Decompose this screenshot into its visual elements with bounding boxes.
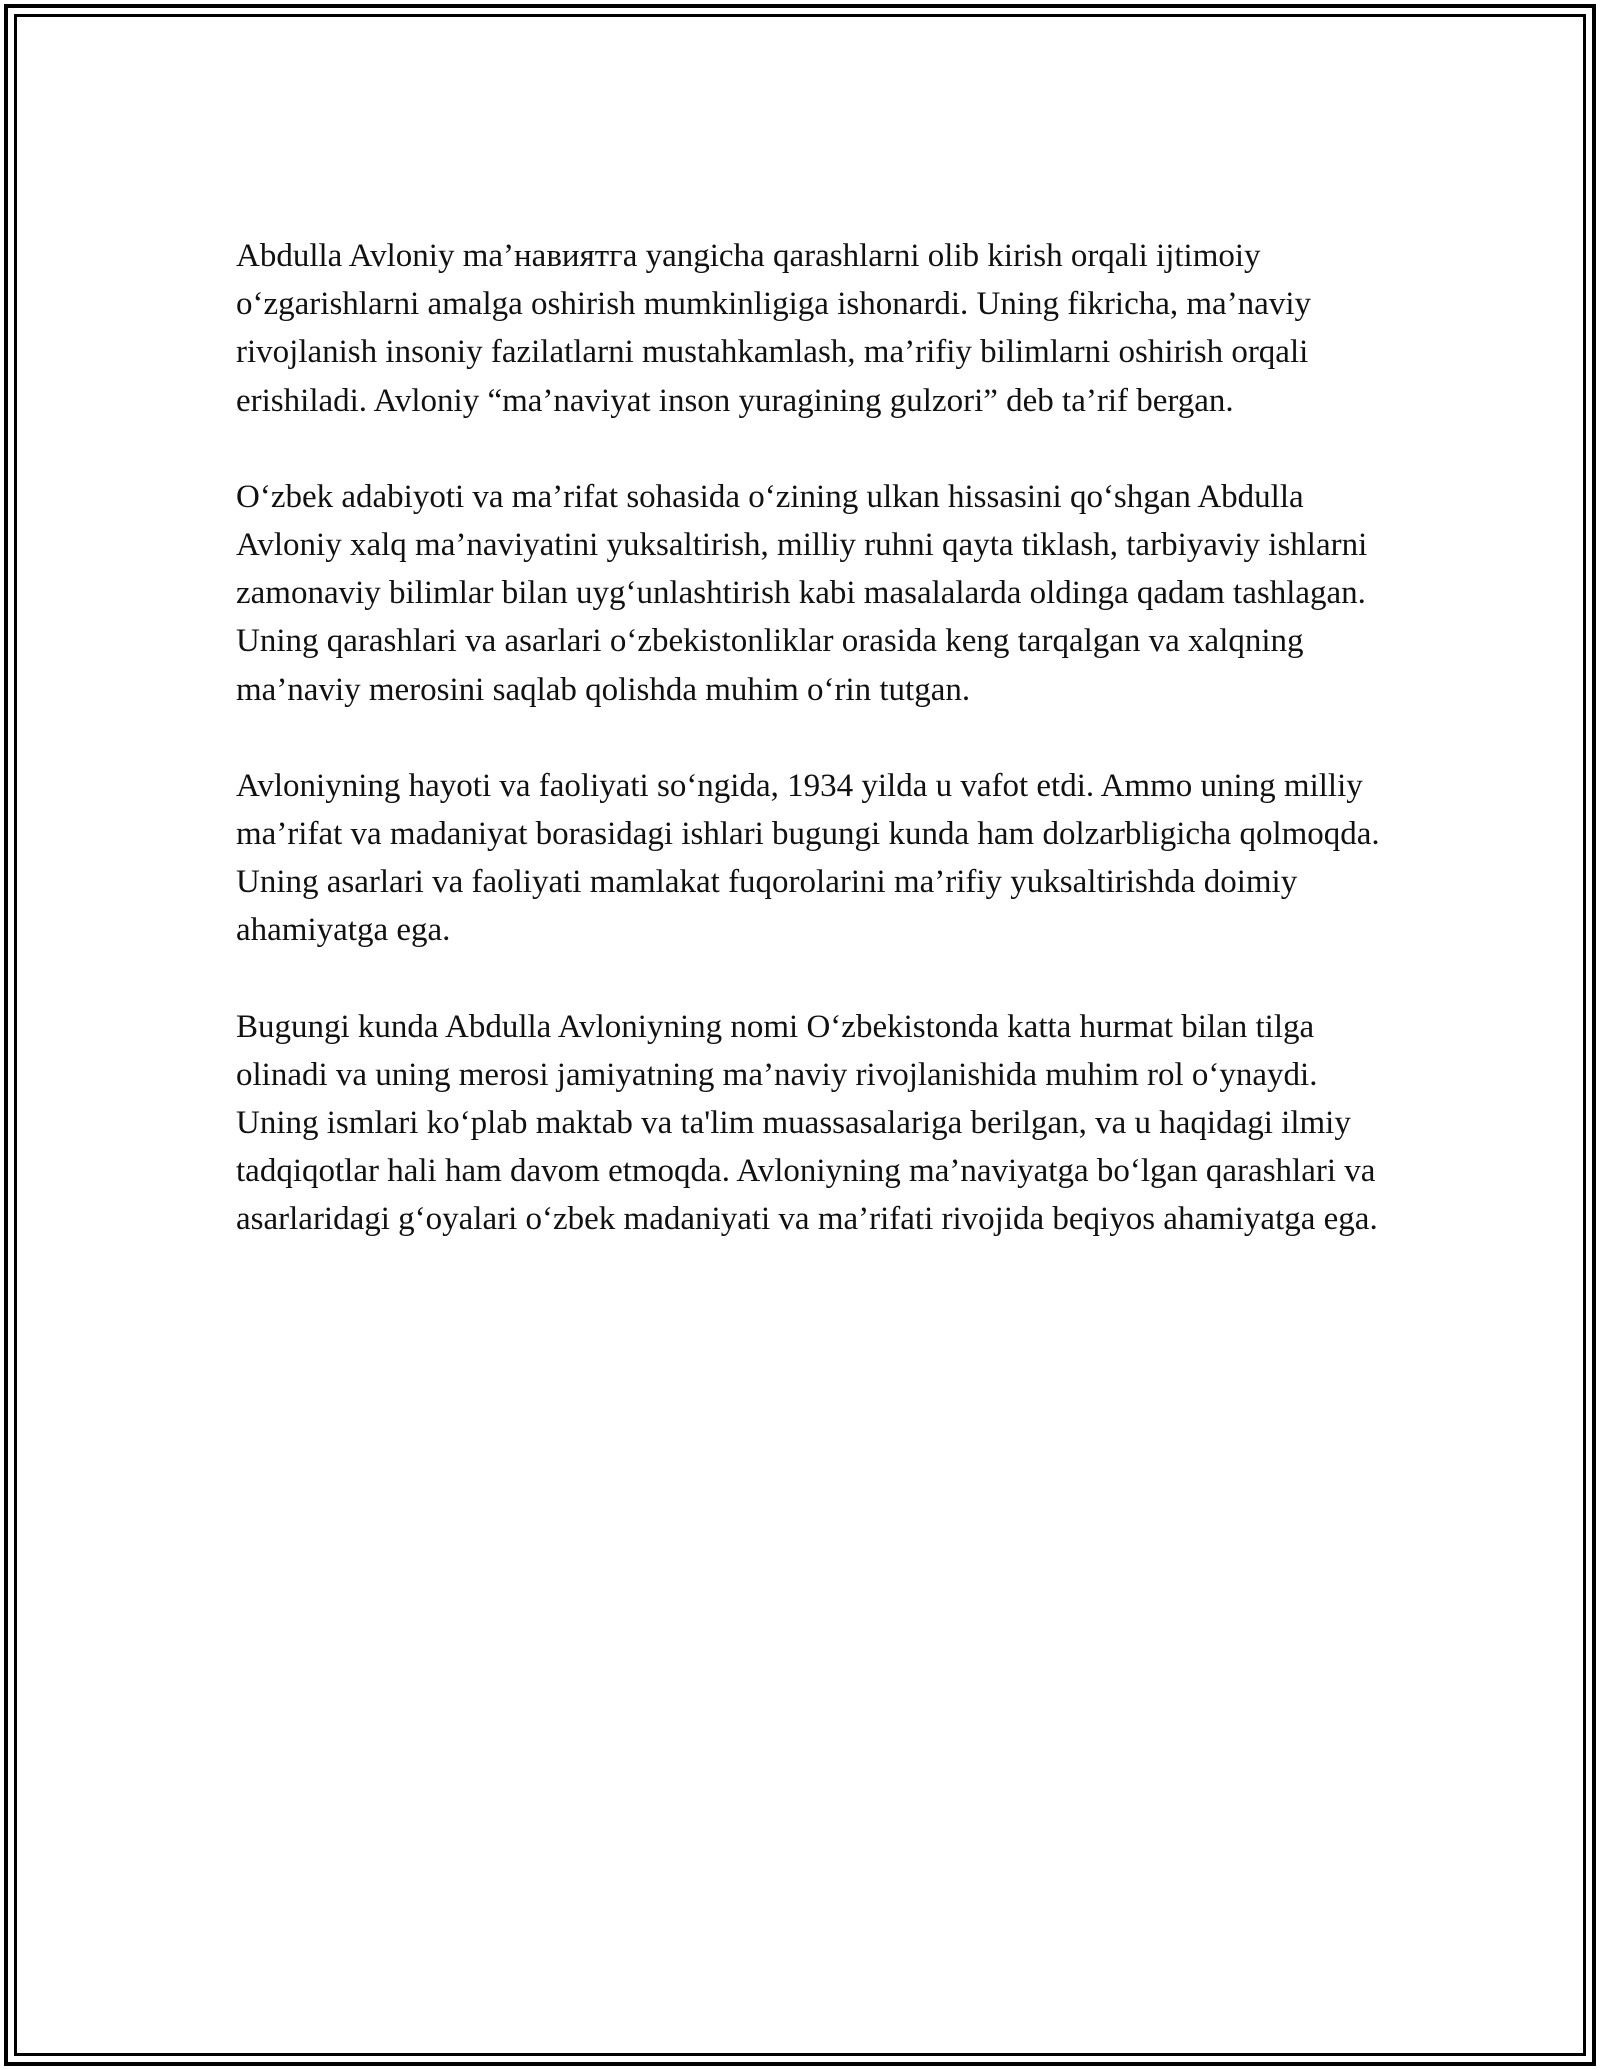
paragraph-1: Abdulla Avloniy ma’навиятга yangicha qarashlarni olib kirish orqali ijtimoiy o‘zgarishlarni amalga oshirish mumkinligiga ishonardi. Uning fikricha, ma’naviy rivojlanish insoniy fazilatlarni mustahkamlash, ma’rifiy bilimlarni oshirish orqali erishiladi. Avloniy “ma’naviyat inson yuragining gulzori” deb ta’rif bergan. — [236, 238, 1311, 419]
paragraph-3: Avloniyning hayoti va faoliyati so‘ngida, 1934 yilda u vafot etdi. Ammo uning milliy ma’rifat va madaniyat borasidagi ishlari bugungi kunda ham dolzarbligicha qolmoqda. Uning asarlari va faoliyati mamlakat fuqorolarini ma’rifiy yuksaltirishda doimiy ahamiyatga ega. — [236, 767, 1380, 949]
paragraph-2: O‘zbek adabiyoti va ma’rifat sohasida o‘zining ulkan hissasini qo‘shgan Abdulla Avloniy xalq ma’naviyatini yuksaltirish, milliy ruhni qayta tiklash, tarbiyaviy ishlarni zamonaviy bilimlar bilan uyg‘unlashtirish kabi masalalarda oldinga qadam tashlagan. Uning qarashlari va asarlari o‘zbekistonliklar orasida keng tarqalgan va xalqning ma’naviy merosini saqlab qolishda muhim o‘rin tutgan. — [236, 478, 1368, 708]
paragraph-4: Bugungi kunda Abdulla Avloniyning nomi O‘zbekistonda katta hurmat bilan tilga olinadi va uning merosi jamiyatning ma’naviy rivojlanishida muhim rol o‘ynaydi. Uning ismlari ko‘plab maktab va ta'lim muassasalariga berilgan, va u haqidagi ilmiy tadqiqotlar hali ham davom etmoqda. Avloniyning ma’naviyatga bo‘lgan qarashlari va asarlaridagi g‘oyalari o‘zbek madaniyati va ma’rifati rivojida beqiyos ahamiyatga ega. — [236, 1008, 1378, 1238]
document-body — [236, 232, 1396, 1244]
